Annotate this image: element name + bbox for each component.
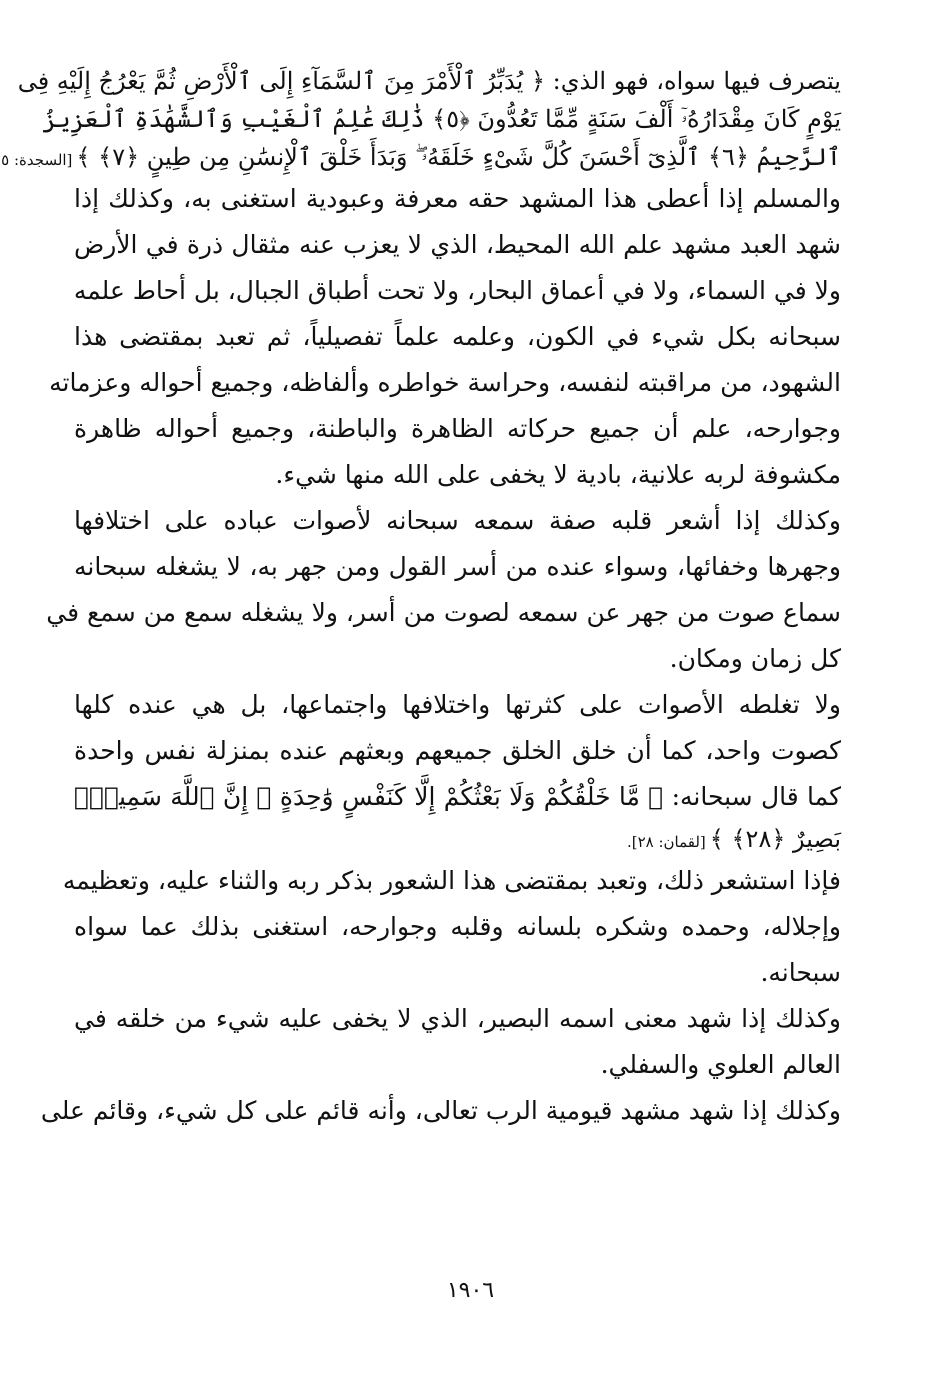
quran-verse-text: ٱلرَّحِيمُ ﴿٦﴾ ٱلَّذِىٓ أَحْسَنَ كُلَّ شَىْءٍ خَلَقَهُۥ ۖ وَبَدَأَ خَلْقَ ٱلْإِنسَٰنِ مِن طِينٍ ﴿٧﴾ ﴾ — [76, 143, 841, 171]
page-number: ١٩٠٦ — [446, 1278, 495, 1303]
verse-reference: [لقمان: ٢٨]. — [626, 833, 706, 851]
text-line — [74, 820, 841, 858]
paragraph — [74, 996, 841, 1088]
text-line: وجوارحه، علم أن جميع حركاته الظاهرة والباطنة، وجميع أحواله ظاهرة — [74, 414, 841, 443]
text-line — [1, 138, 841, 176]
text-line: ولا تغلطه الأصوات على كثرتها واختلافها واجتماعها، بل هي عنده كلها — [74, 690, 841, 719]
verse-reference: [السجدة: ٥ — [1, 151, 73, 169]
text-line: وكذلك إذا شهد مشهد قيومية الرب تعالى، وأنه قائم على كل شيء، وقائم على — [40, 1096, 841, 1125]
text-line: وكذلك إذا شهد معنى اسمه البصير، الذي لا يخفى عليه شيء من خلقه في — [74, 1004, 841, 1033]
text-line: وجهرها وخفائها، وسواء عنده من أسر القول ومن جهر به، لا يشغله سبحانه — [74, 552, 841, 581]
text-line: مكشوفة لربه علانية، بادية لا يخفى على الله منها شيء. — [275, 460, 841, 489]
paragraph — [49, 176, 841, 498]
text-line: فإذا استشعر ذلك، وتعبد بمقتضى هذا الشعور بذكر ربه والثناء عليه، وتعظيمه — [62, 866, 841, 895]
text-line: يَوْمٍ كَانَ مِقْدَارُهُۥٓ أَلْفَ سَنَةٍ مِّمَّا تَعُدُّونَ ﴿٥﴾ ذَٰلِكَ عَٰلِمُ ٱلْغَيْبِ وَٱلشَّهَٰدَةِ ٱلْعَزِيزُ — [42, 105, 841, 133]
text-line: سماع صوت من جهر عن سمعه لصوت من أسر، ولا يشغله سمع من سمع في — [46, 598, 841, 627]
text-line: سبحانه. — [760, 958, 841, 987]
text-line: العالم العلوي والسفلي. — [600, 1050, 841, 1079]
text-line: وإجلاله، وحمده وشكره بلسانه وقلبه وجوارحه، استغنى بذلك عما سواه — [74, 912, 841, 941]
text-line: شهد العبد مشهد علم الله المحيط، الذي لا يعزب عنه مثقال ذرة في الأرض — [74, 230, 841, 259]
paragraph-quran-luqman — [74, 682, 841, 858]
paragraph — [40, 1088, 841, 1134]
page-body — [1, 62, 841, 1134]
paragraph — [62, 858, 841, 996]
text-line: الشهود، من مراقبته لنفسه، وحراسة خواطره وألفاظه، وجميع أحواله وعزماته — [49, 368, 841, 397]
text-line: وكذلك إذا أشعر قلبه صفة سمعه سبحانه لأصوات عباده على اختلافها — [74, 506, 841, 535]
text-line: ولا في السماء، ولا في أعماق البحار، ولا تحت أطباق الجبال، بل أحاط علمه — [73, 276, 841, 305]
text-line: كما قال سبحانه: ﴿ مَّا خَلْقُكُمْ وَلَا بَعْثُكُمْ إِلَّا كَنَفْسٍ وَٰحِدَةٍ ۗ إِنَّ ٱللَّهَ سَمِيعٌۢ — [74, 782, 841, 811]
text-line: يتصرف فيها سواه، فهو الذي: ﴿ يُدَبِّرُ ٱلْأَمْرَ مِنَ ٱلسَّمَآءِ إِلَى ٱلْأَرْضِ ثُمَّ يَعْرُجُ إِلَيْهِ فِى — [17, 67, 841, 95]
quran-verse-text: بَصِيرٌ ﴿٢٨﴾ ﴾ — [709, 825, 841, 853]
paragraph — [46, 498, 841, 682]
text-line: سبحانه بكل شيء في الكون، وعلمه علماً تفصيلياً، ثم تعبد بمقتضى هذا — [74, 322, 841, 351]
text-line: كل زمان ومكان. — [669, 644, 841, 673]
text-line: كصوت واحد، كما أن خلق الخلق جميعهم وبعثهم عنده بمنزلة نفس واحدة — [74, 736, 841, 765]
text-line: والمسلم إذا أعطى هذا المشهد حقه معرفة وعبودية استغنى به، وكذلك إذا — [74, 184, 841, 213]
paragraph-quran-sajda — [1, 62, 841, 176]
